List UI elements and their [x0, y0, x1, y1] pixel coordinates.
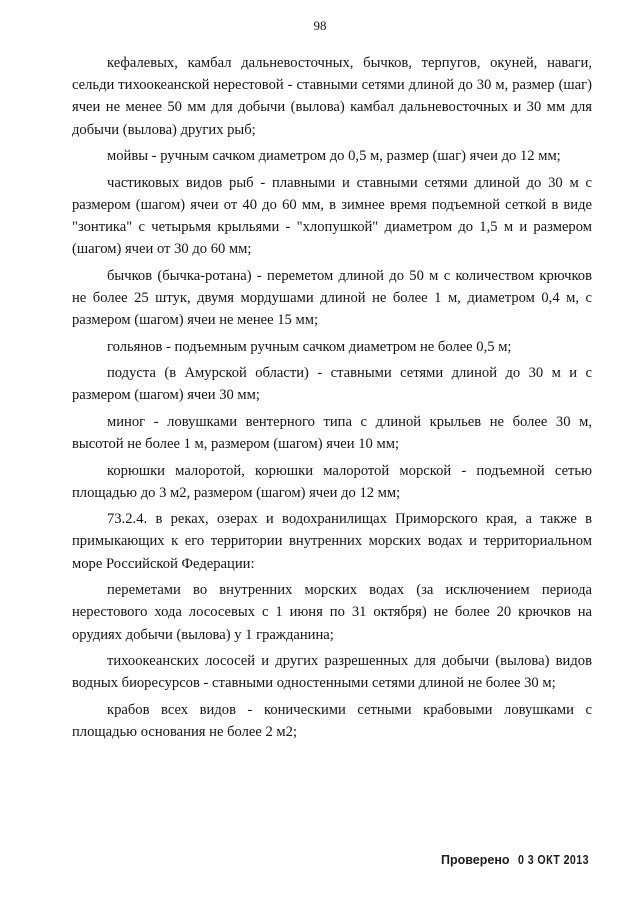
verified-date: 0 3 ОКТ 2013 — [517, 852, 589, 867]
paragraph: тихоокеанских лососей и других разрешенных для добычи (вылова) видов водных биоресурсов - ставными одностенными сетями длиной не более 30 м; — [72, 653, 592, 692]
paragraph: гольянов - подъемным ручным сачком диаметром не более 0,5 м; — [107, 338, 512, 355]
paragraph: крабов всех видов - коническими сетными крабовыми ловушками с площадью основания не более 2 м2; — [72, 701, 592, 740]
paragraph: корюшки малоротой, корюшки малоротой морской - подъемной сетью площадью до 3 м2, размером (шагом) ячеи до 12 мм; — [72, 462, 592, 501]
paragraph: кефалевых, камбал дальневосточных, бычков, терпугов, окуней, наваги, сельди тихоокеанской нерестовой - ставными сетями длиной до 30 м, размер (шаг) ячеи не менее 50 мм для добычи (вылова) камбал дальневосточных и 30 мм для добычи (вылова) других рыб; — [72, 55, 592, 138]
paragraph: переметами во внутренних морских водах (за исключением периода нерестового хода лососевых с 1 июня по 31 октября) не более 20 крючков на орудиях добычи (вылова) у 1 гражданина; — [72, 582, 592, 643]
verification-stamp — [441, 852, 604, 867]
paragraph: миног - ловушками вентерного типа с длиной крыльев не более 30 м, высотой не более 1 м, размером (шагом) ячеи 10 мм; — [72, 413, 592, 453]
section-paragraph: 73.2.4. в реках, озерах и водохранилищах Приморского края, а также в примыкающих к его территории внутренних морских водах и территориальном море Российской Федерации: — [72, 511, 592, 572]
paragraph: подуста (в Амурской области) - ставными сетями длиной до 30 м и с размером (шагом) ячеи 30 мм; — [72, 365, 592, 404]
paragraph: мойвы - ручным сачком диаметром до 0,5 м, размер (шаг) ячеи до 12 мм; — [107, 148, 561, 165]
document-body — [72, 52, 592, 747]
page-number: 98 — [313, 18, 327, 33]
paragraph: частиковых видов рыб - плавными и ставными сетями длиной до 30 м с размером (шагом) ячеи от 40 до 60 мм, в зимнее время подъемной сеткой в виде "зонтика" с четырьмя крыльями - "хлопушкой" диаметром до 1,5 м и размером (шагом) ячеи от 30 до 60 мм; — [72, 174, 592, 258]
paragraph: бычков (бычка-ротана) - переметом длиной до 50 м с количеством крючков не более 25 штук, двумя мордушами длиной не более 1 м, диаметром 0,4 м, с размером (шагом) ячеи не менее 15 мм; — [72, 267, 592, 329]
verified-label: Проверено — [441, 853, 510, 867]
